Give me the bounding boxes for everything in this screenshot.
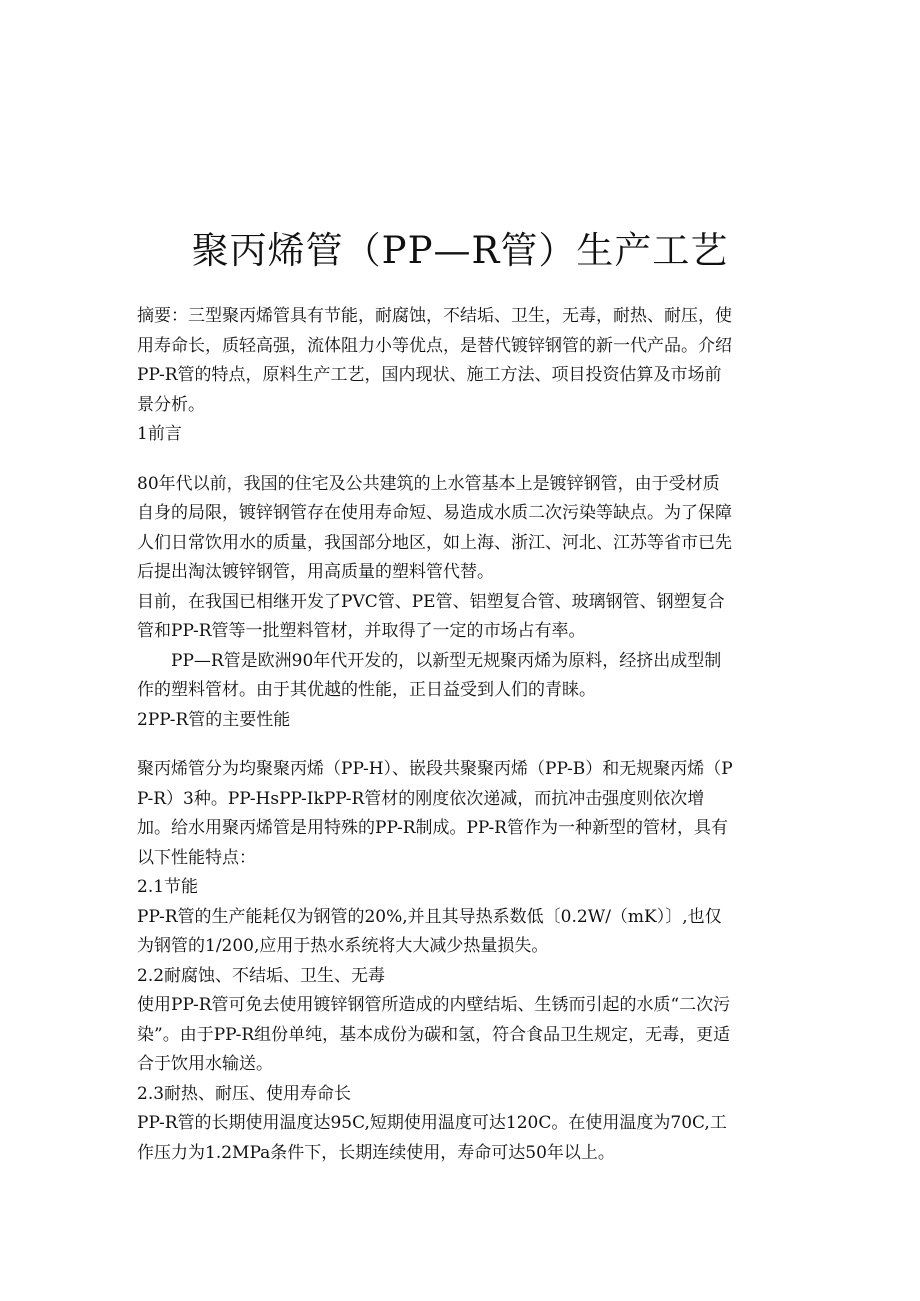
section-1-paragraph-1: 80年代以前，我国的住宅及公共建筑的上水管基本上是镀锌钢管，由于受材质自身的局限，镀锌钢管存在使用寿命短、易造成水质二次污染等缺点。为了保障人们日常饮用水的质量，我国部分地区，如上海、浙江、河北、江苏等省市已先后提出淘汰镀锌钢管，用高质量的塑料管代替。 xyxy=(137,473,732,582)
subsection-2-1-text: PP-R管的生产能耗仅为钢管的20%,并且其导热系数低〔0.2W/（mK）〕,也仅为钢管的1/200,应用于热水系统将大大减少热量损失。 xyxy=(137,906,722,956)
subsection-2-2-heading: 2.2耐腐蚀、不结垢、卫生、无毒 xyxy=(137,965,386,986)
subsection-2-3-text: PP-R管的长期使用温度达95C,短期使用温度可达120C。在使用温度为70C,工作压力为1.2MPa条件下，长期连续使用，寿命可达50年以上。 xyxy=(137,1113,727,1163)
section-1-paragraph-3: PP—R管是欧洲90年代开发的，以新型无规聚丙烯为原料，经挤出成型制作的塑料管材。由于其优越的性能，正日益受到人们的青睐。 xyxy=(137,650,722,700)
document-body xyxy=(137,302,733,1168)
subsection-2-2-text: 使用PP-R管可免去使用镀锌钢管所造成的内壁结垢、生锈而引起的水质“二次污染”。由于PP-R组份单纯，基本成份为碳和氢，符合食品卫生规定，无毒，更适合于饮用水输送。 xyxy=(137,995,731,1074)
abstract-paragraph: 摘要：三型聚丙烯管具有节能，耐腐蚀，不结垢、卫生，无毒，耐热、耐压，使用寿命长，质轻高强，流体阻力小等优点，是替代镀锌钢管的新一代产品。介绍PP-R管的特点，原料生产工艺，国内现状、施工方法、项目投资估算及市场前景分析。 xyxy=(137,306,732,415)
section-2-heading: 2PP-R管的主要性能 xyxy=(137,709,291,730)
subsection-2-3-heading: 2.3耐热、耐压、使用寿命长 xyxy=(137,1083,352,1104)
document-title: 聚丙烯管（PP—R管）生产工艺 xyxy=(191,229,729,272)
section-1-paragraph-2: 目前，在我国已相继开发了PVC管、PE管、铝塑复合管、玻璃钢管、钢塑复合管和PP-R管等一批塑料管材，并取得了一定的市场占有率。 xyxy=(137,591,725,641)
subsection-2-1-heading: 2.1节能 xyxy=(137,877,199,897)
section-1-heading: 1前言 xyxy=(137,424,182,444)
section-2-paragraph-1: 聚丙烯管分为均聚聚丙烯（PP-H）、嵌段共聚聚丙烯（PP-B）和无规聚丙烯（PP-R）3种。PP-HsPP-IkPP-R管材的刚度依次递减，而抗冲击强度则依次增加。给水用聚丙烯管是用特殊的PP-R制成。PP-R管作为一种新型的管材，具有以下性能特点： xyxy=(137,759,733,868)
